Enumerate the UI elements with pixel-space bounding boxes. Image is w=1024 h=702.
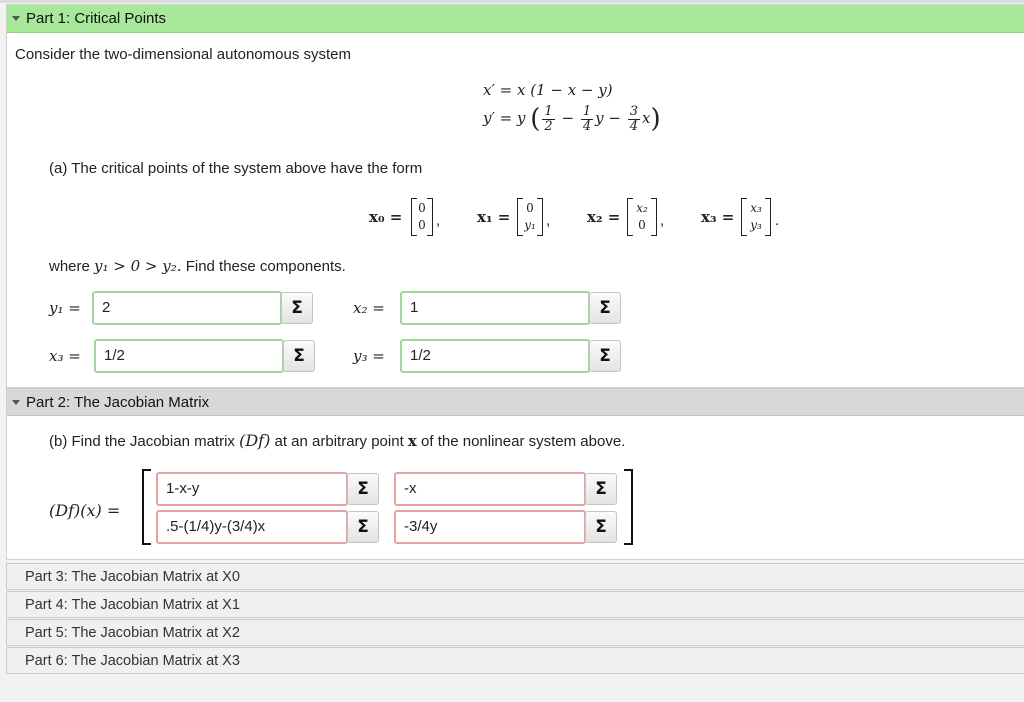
vector-x1 [517,198,543,236]
vector-x2-bottom: 0 [638,218,646,232]
x3-sigma-button[interactable]: Σ [283,340,315,372]
jacobian-cell-22-sigma-button[interactable]: Σ [585,511,617,543]
y1-input[interactable]: 2 [93,292,281,324]
jacobian-cell-22[interactable]: -3/4y [395,511,585,543]
vector-label-x1: x₁ = [477,208,511,226]
part2-panel [6,388,1024,560]
jacobian-label: (Df)(x) = [49,501,121,520]
part1-title: Part 1: Critical Points [26,10,167,27]
equation-x-prime: x′ = x (1 − x − y) [483,81,613,99]
vector-x3 [741,198,771,236]
jacobian-cell-12[interactable]: -x [395,473,585,505]
part-b-pre: (b) Find the Jacobian matrix [49,433,235,450]
vector-x3-sep: . [775,212,780,229]
y3-sigma-button[interactable]: Σ [589,340,621,372]
vector-x2-sep: , [660,212,665,229]
y1-sigma-button[interactable]: Σ [281,292,313,324]
where-suffix: Find these components. [185,258,346,275]
y3-input[interactable]: 1/2 [401,340,589,372]
x2-input[interactable]: 1 [401,292,589,324]
part-b-df: (Df) [239,431,271,450]
intro-text: Consider the two-dimensional autonomous system [15,46,351,63]
where-prefix: where [49,258,90,275]
jacobian-cell-11-sigma-button[interactable]: Σ [347,473,379,505]
eq2-lhs: y′ = y [483,109,526,127]
part3-title: Part 3: The Jacobian Matrix at X0 [25,569,240,585]
equation-y-prime: y′ = y ( $\frac{1}{2}$ − $\frac{1}{4}$ y − $\frac{3}{4}$ x) [483,103,661,134]
vector-x0 [411,198,433,236]
part-b-mid: at an arbitrary point [274,433,404,450]
jacobian-cell-21[interactable]: .5-(1/4)y-(3/4)x [157,511,347,543]
vector-x2-top: x₂ [636,201,648,215]
part6-header[interactable] [6,647,1024,674]
eq2-frac2-den: 4 [582,118,592,134]
eq2-frac3-num: 3 [629,103,639,119]
jacobian-cell-12-sigma-button[interactable]: Σ [585,473,617,505]
part4-header[interactable] [6,591,1024,618]
part3-header[interactable] [6,563,1024,590]
eq2-y: y [595,109,604,127]
part1-header[interactable] [7,5,1024,33]
part2-title: Part 2: The Jacobian Matrix [26,394,210,411]
vector-label-x0: x₀ = [369,208,403,226]
vector-x1-sep: , [546,212,551,229]
part-a-text: (a) The critical points of the system above have the form [49,160,423,177]
y1-label: y₁ = [49,299,81,317]
part-b-x: x [407,432,417,450]
jacobian-cell-21-sigma-button[interactable]: Σ [347,511,379,543]
critical-points-row [369,198,789,238]
matrix-right-bracket [624,469,633,545]
part-b-post: of the nonlinear system above. [421,433,626,450]
x2-label: x₂ = [353,299,385,317]
eq2-frac1-den: 2 [544,118,553,134]
where-inequality: y₁ > 0 > y₂. [94,257,182,275]
vector-x2 [627,198,657,236]
eq2-x: x [642,109,651,127]
x2-sigma-button[interactable]: Σ [589,292,621,324]
x3-label: x₃ = [49,347,81,365]
vector-x0-top: 0 [418,201,426,215]
vector-label-x2: x₂ = [587,208,621,226]
eq2-frac1-num: 1 [544,103,553,119]
part4-title: Part 4: The Jacobian Matrix at X1 [25,597,240,613]
vector-x0-bottom: 0 [418,218,426,232]
part1-panel [6,4,1024,388]
top-edge [0,0,1024,3]
jacobian-cell-11[interactable]: 1-x-y [157,473,347,505]
collapse-triangle-icon[interactable] [12,400,20,405]
collapse-triangle-icon[interactable] [12,16,20,21]
vector-x1-top: 0 [526,201,534,215]
x3-input[interactable]: 1/2 [95,340,283,372]
eq2-frac3-den: 4 [629,118,639,134]
vector-x3-top: x₃ [750,201,762,215]
eq2-frac2-num: 1 [582,103,592,119]
part-b-text [49,431,625,450]
y3-label: y₃ = [353,347,385,365]
part6-title: Part 6: The Jacobian Matrix at X3 [25,653,240,669]
part5-header[interactable] [6,619,1024,646]
vector-x3-bottom: y₃ [750,218,762,232]
eq2-minus-1: − [561,109,575,127]
eq2-minus-2: − [608,109,621,127]
vector-label-x3: x₃ = [701,208,735,226]
vector-x1-bottom: y₁ [524,218,536,232]
part5-title: Part 5: The Jacobian Matrix at X2 [25,625,240,641]
where-text [49,257,346,275]
vector-x0-sep: , [436,212,441,229]
part2-header[interactable] [7,389,1024,416]
matrix-left-bracket [142,469,151,545]
